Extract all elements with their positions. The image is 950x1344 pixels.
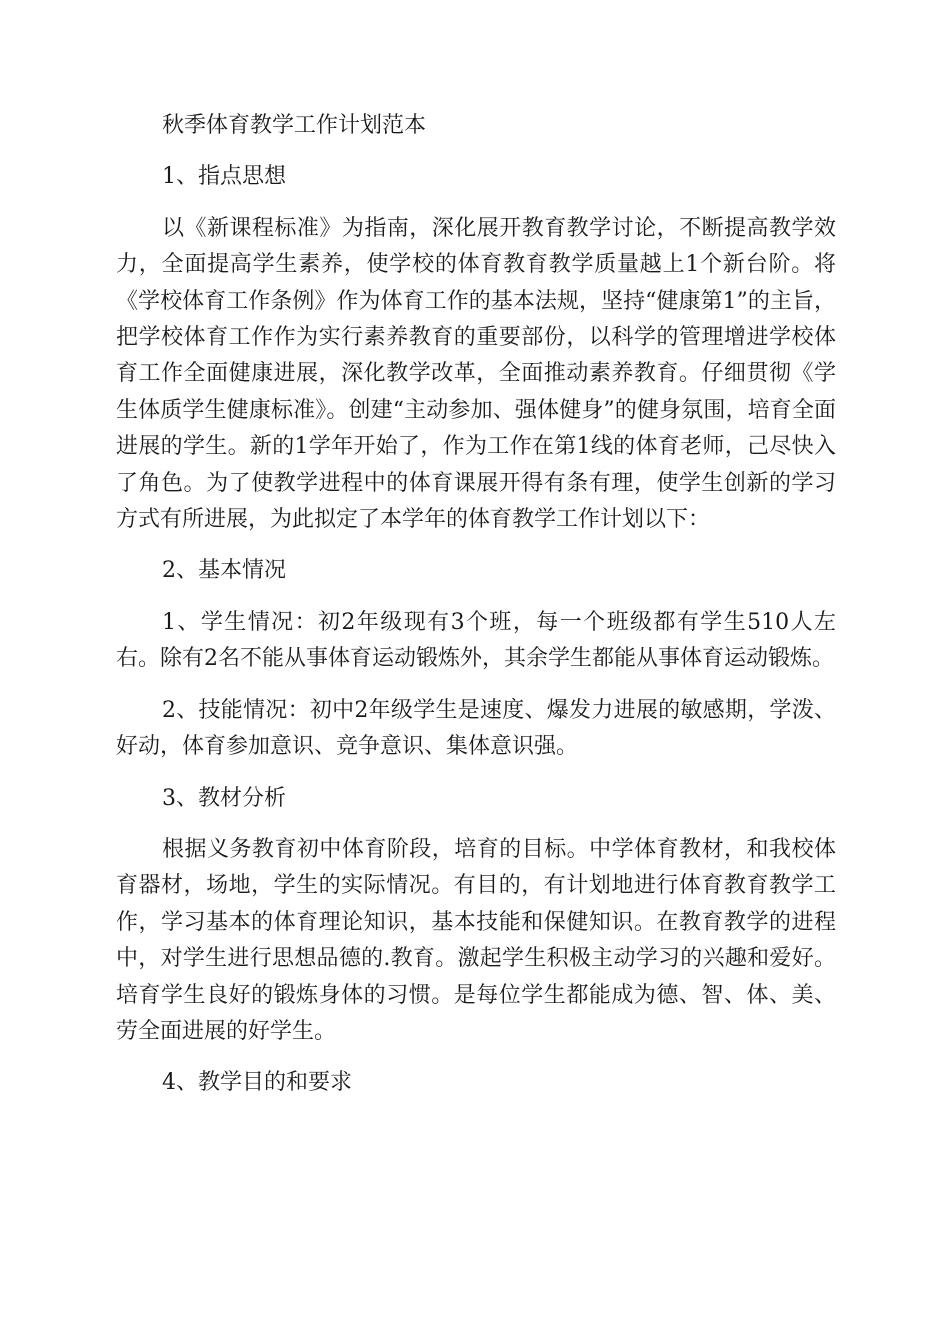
section-heading-1: 1、指点思想 [162,164,286,190]
document-title: 秋季体育教学工作计划范本 [162,113,427,138]
section-2-paragraph-2: 2、技能情况：初中2年级学生是速度、爆发力进展的敏感期，学泼、好动，体育参加意识、竞争意识、集体意识强。 [116,697,836,760]
section-1-paragraph-1: 以《新课程标准》为指南，深化展开教育教学讨论，不断提高教学效力，全面提高学生素养，使学校的体育教育教学质量越上1个新台阶。将《学校体育工作条例》作为体育工作的基本法规，坚持“健康第1”的主旨，把学校体育工作作为实行素养教育的重要部份，以科学的管理增进学校体育工作全面健康进展，深化教学改革，全面推动素养教育。仔细贯彻《学生体质学生健康标准》。创建“主动参加、强体健身”的健身氛围，培育全面进展的学生。新的1学年开始了，作为工作在第1线的体育老师，己尽快入了角色。为了使教学进程中的体育课展开得有条有理，使学生创新的学习方式有所进展，为此拟定了本学年的体育教学工作计划以下： [116,215,836,533]
section-heading-4: 4、教学目的和要求 [162,1070,352,1096]
document-page [116,108,836,1117]
section-3-paragraph-1: 根据义务教育初中体育阶段，培育的目标。中学体育教材，和我校体育器材，场地，学生的实际情况。有目的，有计划地进行体育教育教学工作，学习基本的体育理论知识，基本技能和保健知识。在教育教学的进程中，对学生进行思想品德的.教育。激起学生积极主动学习的兴趣和爱好。培育学生良好的锻炼身体的习惯。是每位学生都能成为德、智、体、美、劳全面进展的好学生。 [116,836,836,1044]
section-heading-3: 3、教材分析 [162,785,286,811]
section-2-paragraph-1: 1、学生情况：初2年级现有3个班，每一个班级都有学生510人左右。除有2名不能从事体育运动锻炼外，其余学生都能从事体育运动锻炼。 [116,609,836,672]
section-heading-2: 2、基本情况 [162,558,286,584]
